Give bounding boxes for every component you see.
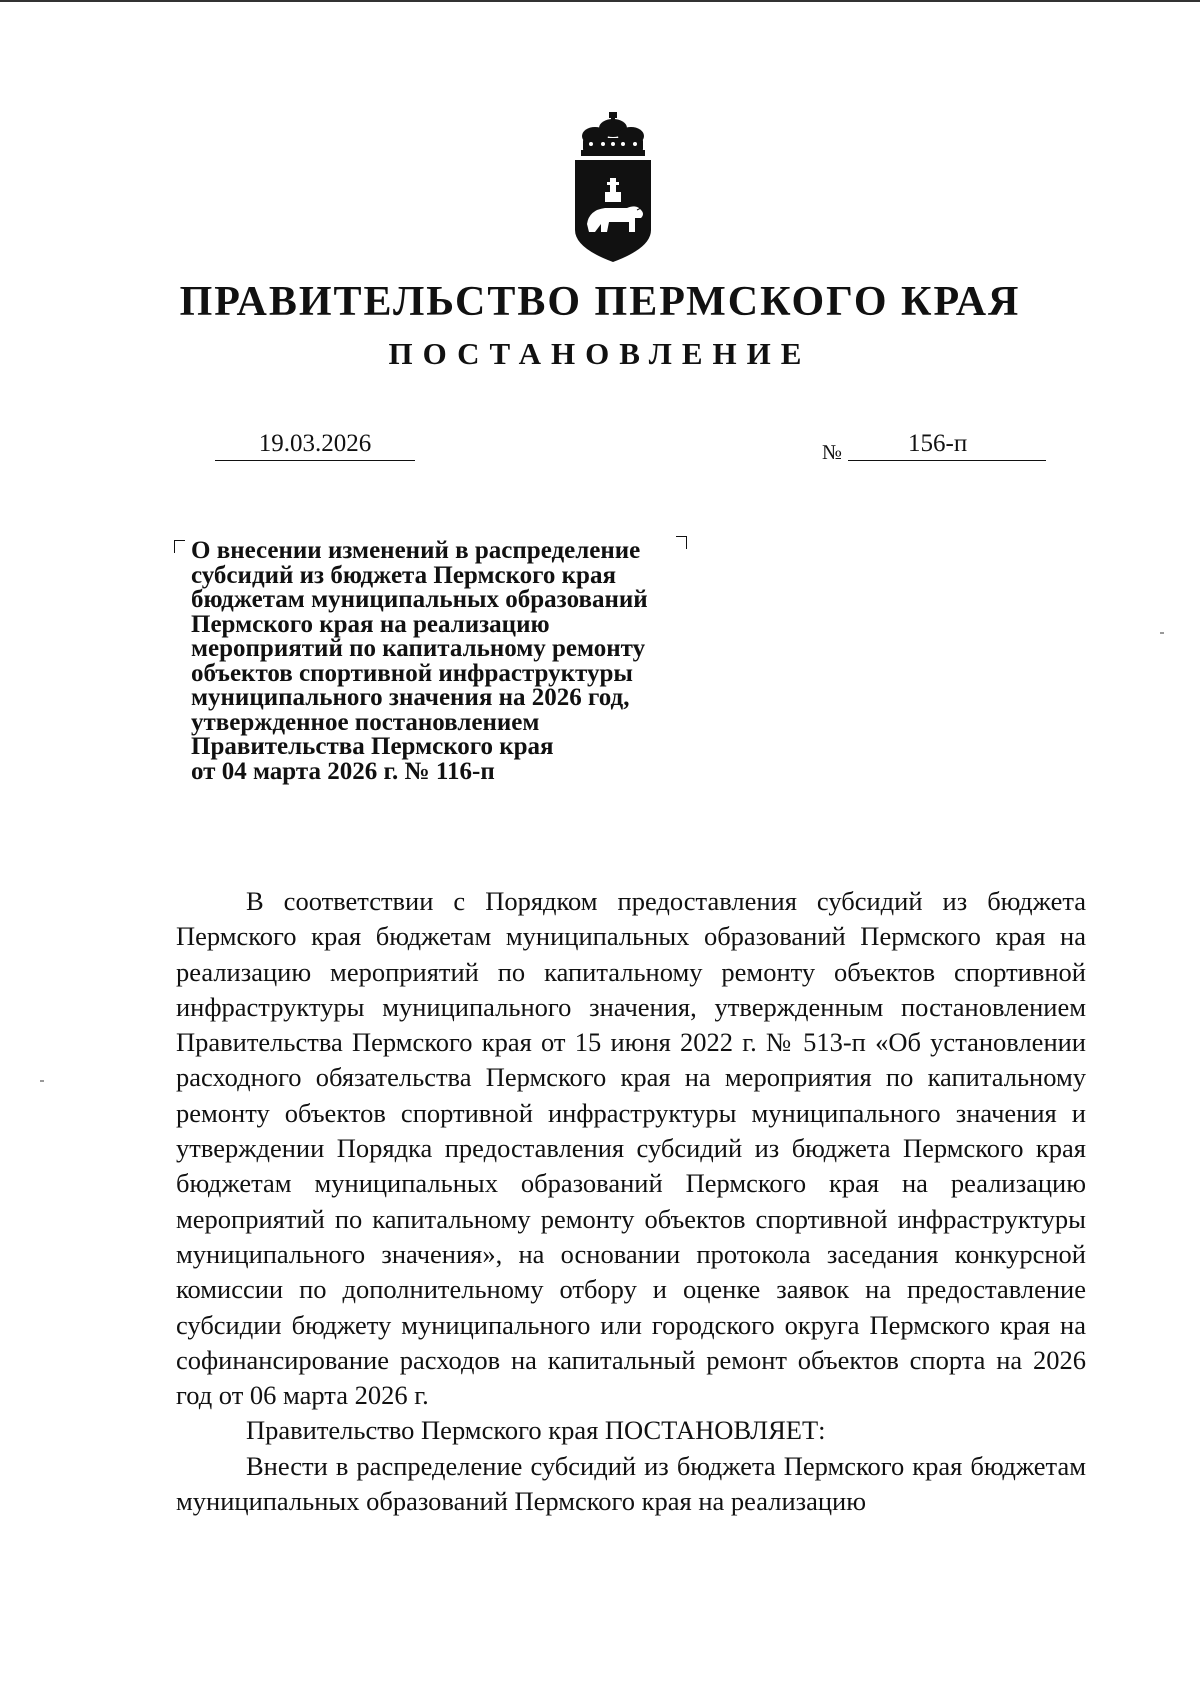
subject-line: утвержденное постановлением bbox=[191, 708, 540, 736]
subject-line: субсидий из бюджета Пермского края bbox=[191, 561, 616, 589]
subject-line: объектов спортивной инфраструктуры bbox=[191, 659, 633, 687]
document-subject bbox=[191, 539, 731, 784]
subject-line: Пермского края на реализацию bbox=[191, 610, 550, 638]
scan-artifact bbox=[1160, 632, 1164, 634]
document-date: 19.03.2026 bbox=[215, 428, 415, 461]
body-paragraph: Внести в распределение субсидий из бюджета Пермского края бюджетам муниципальных образований Пермского края на реализацию bbox=[176, 1450, 1086, 1517]
organization-title: ПРАВИТЕЛЬСТВО ПЕРМСКОГО КРАЯ bbox=[179, 279, 1021, 325]
subject-line: муниципального значения на 2026 год, bbox=[191, 684, 630, 711]
subject-line: бюджетам муниципальных образований bbox=[191, 586, 648, 613]
document-number: 156-п bbox=[908, 430, 968, 457]
body-paragraph: В соответствии с Порядком предоставления субсидий из бюджета Пермского края бюджетам муниципальных образований Пермского края на реализацию мероприятий по капитальному ремонту объектов спортивной инфраструктуры муниципального значения, утвержденным постановлением Правительства Пермского края от 15 июня 2022 г. № 513-п «Об установлении расходного обязательства Пермского края на мероприятия по капитальному ремонту объектов спортивной инфраструктуры муниципального значения и утверждении Порядка предоставления субсидий из бюджета Пермского края бюджетам муниципальных образований Пермского края на реализацию мероприятий по капитальному ремонту объектов спортивной инфраструктуры муниципального значения», на основании протокола заседания конкурсной комиссии по дополнительному отбору и оценке заявок на предоставление субсидии бюджету муниципального или городского округа Пермского края на софинансирование расходов на капитальный ремонт объектов спорта на 2026 год от 06 марта 2026 г. bbox=[176, 886, 1086, 1411]
subject-line: мероприятий по капитальному ремонту bbox=[191, 635, 646, 662]
body-paragraph: Правительство Пермского края ПОСТАНОВЛЯЕТ: bbox=[246, 1415, 826, 1446]
scan-artifact bbox=[40, 1080, 44, 1082]
subject-bracket-left bbox=[174, 540, 185, 553]
document-type: ПОСТАНОВЛЕНИЕ bbox=[388, 336, 812, 371]
document-body bbox=[176, 884, 1086, 1519]
scan-edge bbox=[0, 0, 1200, 2]
subject-line: Правительства Пермского края bbox=[191, 733, 554, 760]
perm-krai-coat-of-arms-icon bbox=[565, 112, 661, 262]
subject-line: от 04 марта 2026 г. № 116-п bbox=[191, 757, 495, 785]
number-sign: № bbox=[822, 440, 843, 464]
document-number-field bbox=[848, 428, 1046, 461]
subject-line: О внесении изменений в распределение bbox=[191, 537, 641, 564]
